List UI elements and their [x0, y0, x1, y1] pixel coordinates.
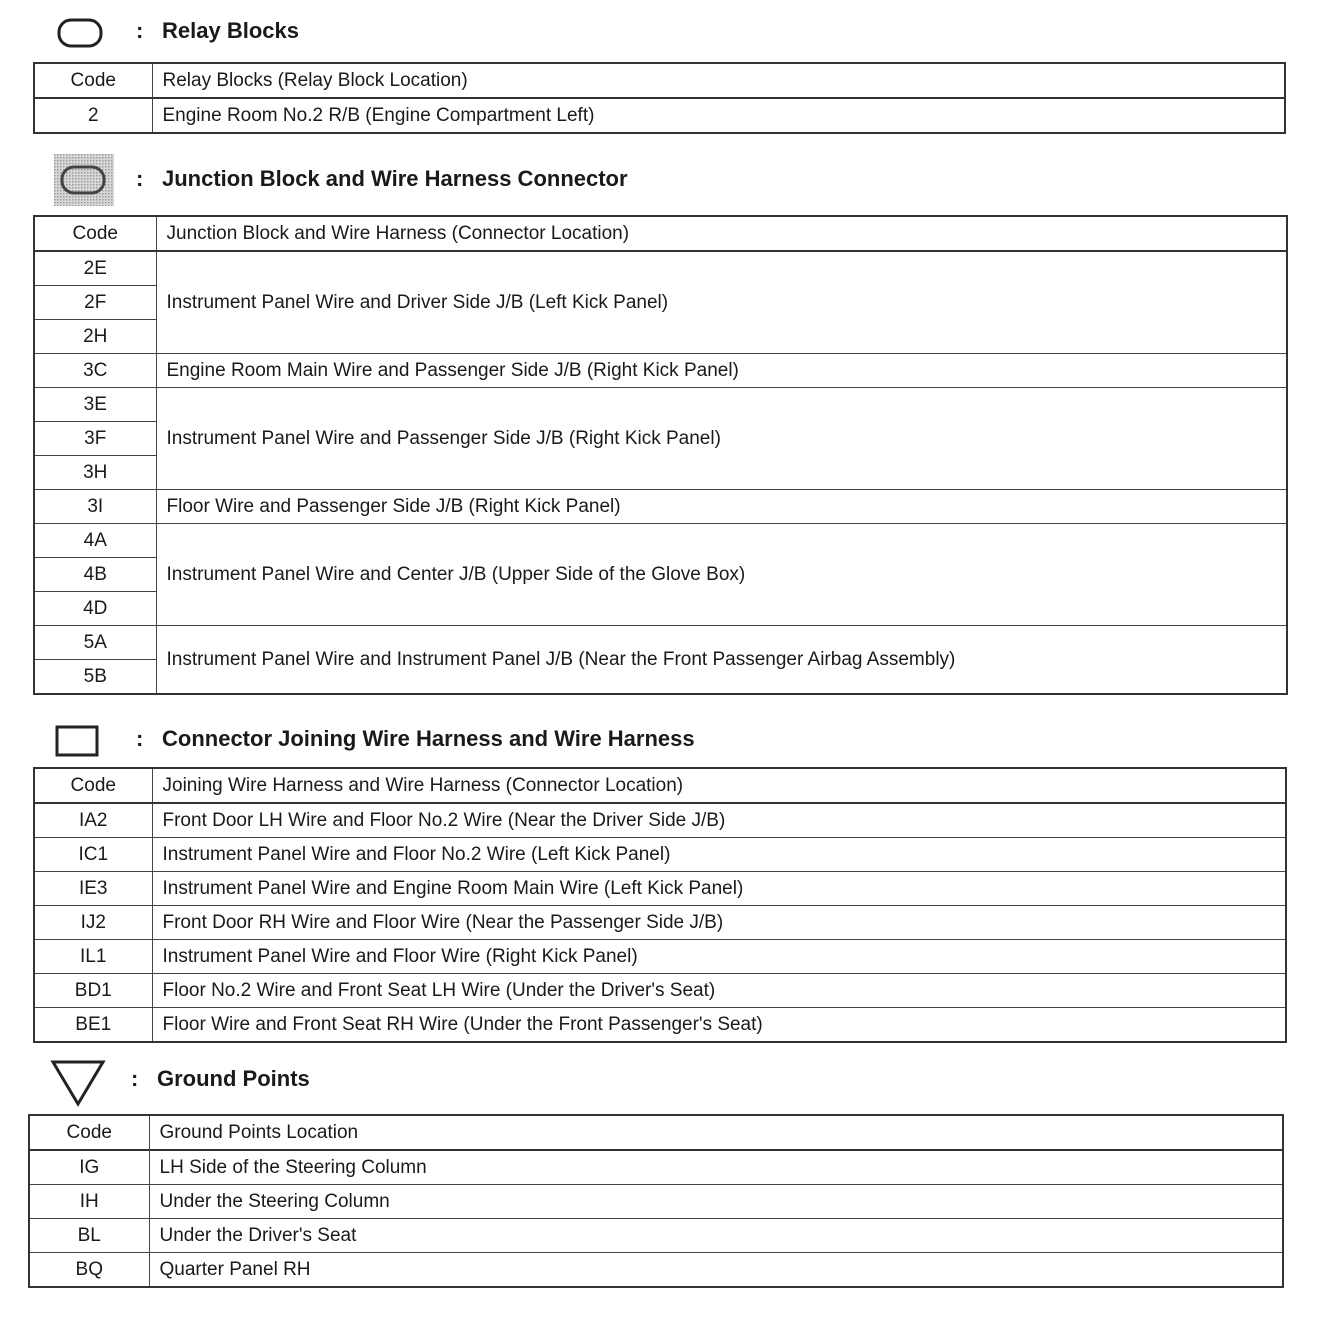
row-code: 4B — [34, 558, 156, 592]
heading-title: Ground Points — [157, 1066, 310, 1091]
table-row — [34, 974, 1286, 1008]
heading-colon: : — [136, 18, 144, 43]
row-code: 3I — [34, 490, 156, 524]
table-row — [34, 98, 1285, 133]
row-code: IG — [29, 1150, 149, 1185]
header-desc: Relay Blocks (Relay Block Location) — [152, 63, 1285, 98]
row-desc: Instrument Panel Wire and Instrument Panel J/B (Near the Front Passenger Airbag Assembly) — [156, 626, 1287, 695]
header-desc: Joining Wire Harness and Wire Harness (Connector Location) — [152, 768, 1286, 803]
row-desc: Instrument Panel Wire and Floor Wire (Right Kick Panel) — [152, 940, 1286, 974]
table-header-row — [29, 1115, 1283, 1150]
section-heading-relay-blocks — [0, 12, 1344, 52]
section-heading-junction-block — [0, 160, 1344, 200]
table-header-row — [34, 216, 1287, 251]
row-code: 5A — [34, 626, 156, 660]
row-desc: Instrument Panel Wire and Center J/B (Upper Side of the Glove Box) — [156, 524, 1287, 626]
row-code: BQ — [29, 1253, 149, 1288]
row-desc: Instrument Panel Wire and Driver Side J/B (Left Kick Panel) — [156, 251, 1287, 354]
table-row — [34, 1008, 1286, 1043]
table-row — [34, 906, 1286, 940]
header-code: Code — [34, 63, 152, 98]
section-heading-ground-points — [0, 1058, 1344, 1098]
row-code: 3F — [34, 422, 156, 456]
rounded-rect-outline-icon — [56, 16, 106, 50]
row-code: IA2 — [34, 803, 152, 838]
row-desc: Engine Room Main Wire and Passenger Side J/B (Right Kick Panel) — [156, 354, 1287, 388]
row-desc: Floor Wire and Front Seat RH Wire (Under the Front Passenger's Seat) — [152, 1008, 1286, 1043]
connector-joining-table — [33, 767, 1287, 1043]
row-desc: Quarter Panel RH — [149, 1253, 1283, 1288]
row-code: 2H — [34, 320, 156, 354]
junction-block-table — [33, 215, 1288, 695]
heading-colon: : — [136, 166, 144, 191]
table-row — [29, 1185, 1283, 1219]
square-outline-icon — [55, 724, 101, 760]
row-desc: Under the Steering Column — [149, 1185, 1283, 1219]
table-row — [34, 940, 1286, 974]
relay-blocks-table — [33, 62, 1286, 134]
row-code: 4A — [34, 524, 156, 558]
table-row — [34, 251, 1287, 286]
table-row — [34, 524, 1287, 558]
row-desc: Instrument Panel Wire and Passenger Side J/B (Right Kick Panel) — [156, 388, 1287, 490]
row-desc: LH Side of the Steering Column — [149, 1150, 1283, 1185]
table-header-row — [34, 63, 1285, 98]
row-code: 5B — [34, 660, 156, 695]
row-code: IL1 — [34, 940, 152, 974]
table-row — [29, 1253, 1283, 1288]
table-row — [34, 838, 1286, 872]
heading-title: Relay Blocks — [162, 18, 299, 43]
row-code: 4D — [34, 592, 156, 626]
row-code: BD1 — [34, 974, 152, 1008]
row-desc: Engine Room No.2 R/B (Engine Compartment Left) — [152, 98, 1285, 133]
row-code: 3H — [34, 456, 156, 490]
shaded-rounded-rect-icon — [54, 154, 114, 206]
header-desc: Ground Points Location — [149, 1115, 1283, 1150]
table-row — [34, 872, 1286, 906]
ground-points-table — [28, 1114, 1284, 1288]
row-code: IC1 — [34, 838, 152, 872]
table-row — [29, 1219, 1283, 1253]
heading-colon: : — [131, 1066, 139, 1091]
heading-title: Junction Block and Wire Harness Connector — [162, 166, 628, 191]
table-row — [34, 354, 1287, 388]
row-code: 2F — [34, 286, 156, 320]
table-header-row — [34, 768, 1286, 803]
table-row — [29, 1150, 1283, 1185]
header-desc: Junction Block and Wire Harness (Connector Location) — [156, 216, 1287, 251]
row-desc: Front Door LH Wire and Floor No.2 Wire (Near the Driver Side J/B) — [152, 803, 1286, 838]
row-code: IH — [29, 1185, 149, 1219]
table-row — [34, 490, 1287, 524]
row-desc: Under the Driver's Seat — [149, 1219, 1283, 1253]
table-row — [34, 388, 1287, 422]
heading-title: Connector Joining Wire Harness and Wire Harness — [162, 726, 695, 751]
row-code: BL — [29, 1219, 149, 1253]
row-desc: Floor No.2 Wire and Front Seat LH Wire (Under the Driver's Seat) — [152, 974, 1286, 1008]
table-row — [34, 803, 1286, 838]
row-code: BE1 — [34, 1008, 152, 1043]
row-desc: Instrument Panel Wire and Engine Room Main Wire (Left Kick Panel) — [152, 872, 1286, 906]
row-desc: Floor Wire and Passenger Side J/B (Right Kick Panel) — [156, 490, 1287, 524]
heading-colon: : — [136, 726, 144, 751]
down-triangle-icon — [50, 1058, 106, 1108]
table-row — [34, 626, 1287, 660]
row-desc: Instrument Panel Wire and Floor No.2 Wire (Left Kick Panel) — [152, 838, 1286, 872]
header-code: Code — [29, 1115, 149, 1150]
row-desc: Front Door RH Wire and Floor Wire (Near the Passenger Side J/B) — [152, 906, 1286, 940]
header-code: Code — [34, 768, 152, 803]
header-code: Code — [34, 216, 156, 251]
row-code: 3C — [34, 354, 156, 388]
row-code: IJ2 — [34, 906, 152, 940]
row-code: 2 — [34, 98, 152, 133]
row-code: 2E — [34, 251, 156, 286]
row-code: 3E — [34, 388, 156, 422]
section-heading-connector-joining — [0, 720, 1344, 760]
row-code: IE3 — [34, 872, 152, 906]
